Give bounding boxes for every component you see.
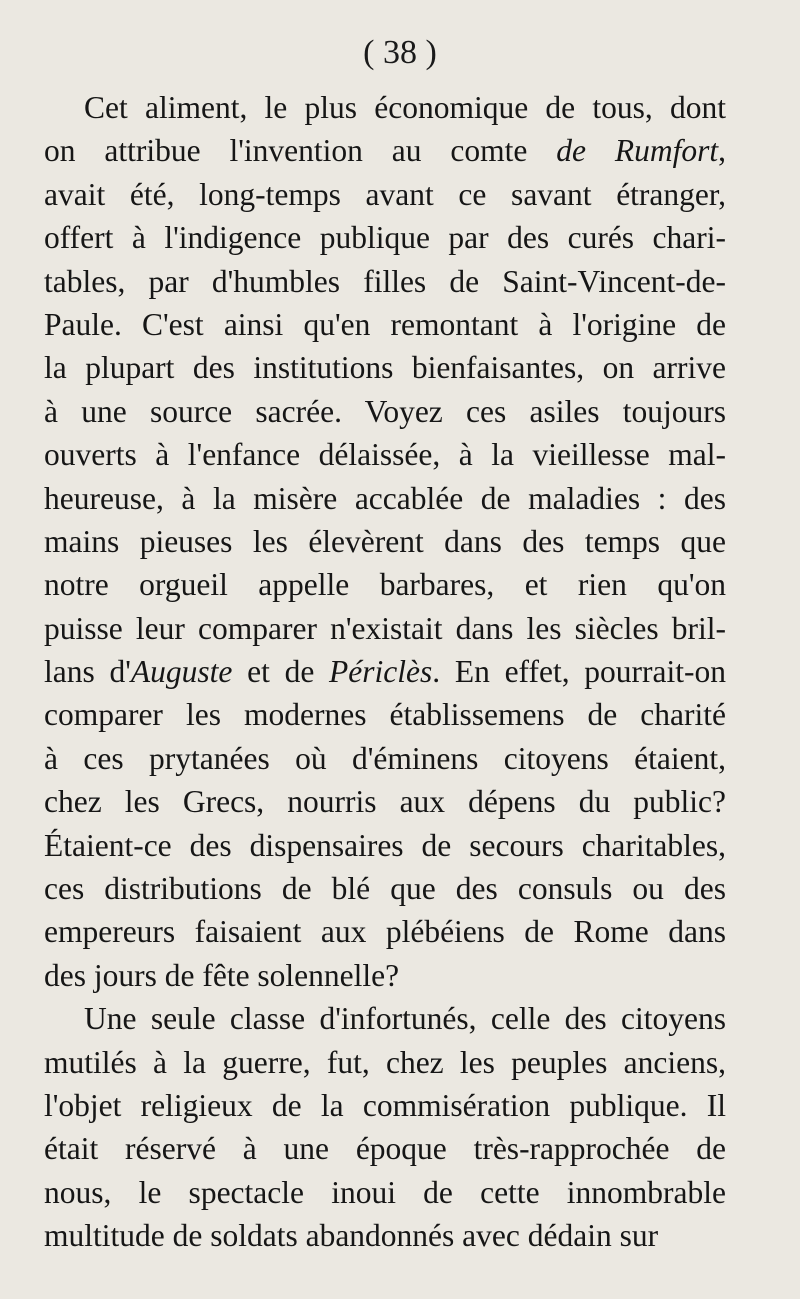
text-run: mains pieuses les élevèrent dans des temps que: [44, 523, 726, 559]
text-line: [44, 129, 726, 172]
text-line: [44, 693, 726, 736]
text-run: la plupart des institutions bienfaisantes, on arrive: [44, 350, 726, 386]
text-run: Cet aliment, le plus économique de tous, dont: [84, 90, 726, 125]
text-run: était réservé à une époque très-rapprochée de: [44, 1131, 726, 1167]
italic-name: de Rumfort: [556, 133, 719, 169]
paragraph: [44, 997, 726, 1257]
text-run: ces distributions de blé que des consuls ou des: [44, 871, 726, 907]
text-line: [44, 303, 726, 346]
body-text: [44, 86, 726, 1258]
text-run: l'objet religieux de la commisération publique. Il: [44, 1087, 726, 1123]
text-run: Une seule classe d'infortunés, celle des citoyens: [84, 1001, 726, 1037]
text-line: [44, 1171, 726, 1214]
text-run: nous, le spectacle inoui de cette innombrable: [44, 1174, 726, 1210]
text-run: on attribue l'invention au comte: [44, 133, 557, 169]
text-run: notre orgueil appelle barbares, et rien qu'on: [44, 567, 726, 603]
text-line: [44, 1041, 726, 1084]
text-run: à ces prytanées où d'éminens citoyens étaient,: [44, 740, 726, 776]
text-run: lans d': [44, 654, 131, 690]
paragraph: [44, 86, 726, 997]
text-run: à une source sacrée. Voyez ces asiles toujours: [44, 393, 726, 429]
text-line: [44, 346, 726, 389]
text-line: [44, 520, 726, 563]
text-run: tables, par d'humbles filles de Saint-Vincent-de-: [44, 263, 726, 299]
italic-name: Auguste: [130, 654, 233, 690]
text-run: Étaient-ce des dispensaires de secours charitables,: [44, 827, 726, 863]
text-run: Paule. C'est ainsi qu'en remontant à l'origine de: [44, 306, 726, 342]
text-line: [44, 216, 726, 259]
text-line: [44, 607, 726, 650]
text-line: [44, 260, 726, 303]
text-run: et de: [232, 654, 330, 690]
text-line: [44, 433, 726, 476]
text-run: . En effet, pourrait-on: [432, 654, 726, 690]
text-run: puisse leur comparer n'existait dans les siècles bril-: [44, 610, 726, 646]
text-line: [44, 86, 726, 129]
text-line: [44, 650, 726, 693]
text-line: [44, 173, 726, 216]
italic-name: Périclès: [329, 654, 433, 690]
text-line: [44, 1127, 726, 1170]
text-run: avait été, long-temps avant ce savant étranger,: [44, 176, 726, 212]
text-line: [44, 954, 726, 997]
text-line: [44, 867, 726, 910]
text-line: [44, 910, 726, 953]
text-line: [44, 1214, 726, 1257]
text-run: chez les Grecs, nourris aux dépens du public?: [44, 784, 726, 820]
text-run: des jours de fête solennelle?: [44, 957, 400, 993]
text-run: mutilés à la guerre, fut, chez les peuples anciens,: [44, 1044, 726, 1080]
text-run: heureuse, à la misère accablée de maladies : des: [44, 480, 726, 516]
text-line: [44, 737, 726, 780]
text-line: [44, 390, 726, 433]
page-number: ( 38 ): [363, 34, 437, 71]
text-line: [44, 824, 726, 867]
text-run: ,: [718, 133, 726, 169]
text-run: ouverts à l'enfance délaissée, à la vieillesse mal-: [44, 437, 726, 473]
text-run: comparer les modernes établissemens de charité: [44, 697, 726, 733]
text-line: [44, 563, 726, 606]
text-line: [44, 477, 726, 520]
text-line: [44, 780, 726, 823]
text-run: offert à l'indigence publique par des curés chari-: [44, 220, 726, 256]
text-run: multitude de soldats abandonnés avec dédain sur: [44, 1218, 659, 1254]
text-line: [44, 997, 726, 1040]
text-run: empereurs faisaient aux plébéiens de Rome dans: [44, 914, 726, 950]
text-line: [44, 1084, 726, 1127]
